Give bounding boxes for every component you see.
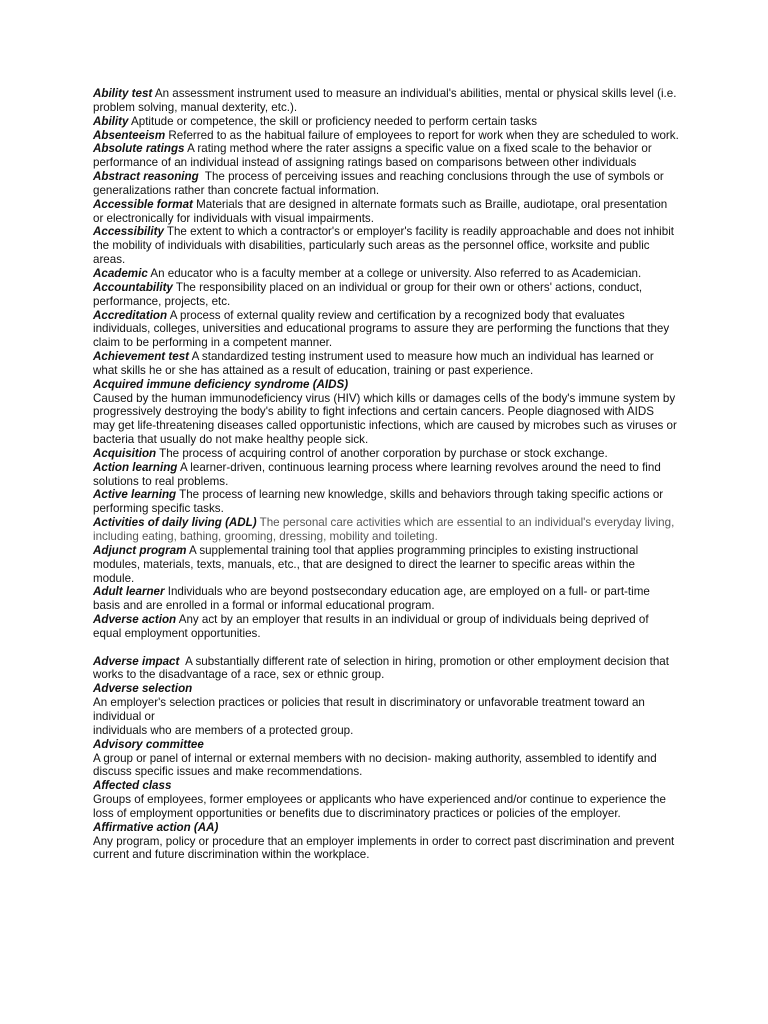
glossary-term: Accessibility (93, 225, 164, 239)
glossary-definition: The process of learning new knowledge, skills and behaviors through taking specific actions or performing specific tasks. (93, 488, 664, 516)
glossary-entry (93, 87, 679, 115)
glossary-entry (93, 738, 679, 752)
glossary-definition: A standardized testing instrument used to measure how much an individual has learned or what skills he or she has attained as a result of education, training or past experience. (93, 350, 654, 377)
glossary-definition: The extent to which a contractor's or employer's facility is readily approachable and does not inhibit the mobility of individuals with disabilities, particularly such areas as the personnel office, worksite and public areas. (93, 225, 674, 267)
glossary-term: Affirmative action (AA) (93, 820, 219, 834)
glossary-entry (93, 170, 679, 198)
glossary-entry (93, 447, 679, 461)
glossary-entry (93, 585, 679, 613)
glossary-term: Adult learner (93, 585, 165, 599)
glossary-definition: Individuals who are beyond postsecondary education age, are employed on a full- or part-time basis and are enrolled in a formal or informal educational program. (93, 585, 650, 613)
glossary-term: Accessible format (93, 197, 193, 211)
glossary-definition: An educator who is a faculty member at a college or university. Also referred to as Academician. (150, 266, 642, 280)
glossary-definition: individuals who are members of a protected group. (93, 723, 354, 737)
glossary-term: Academic (93, 266, 148, 280)
glossary-definition: The process of perceiving issues and reaching conclusions through the use of symbols or generalizations rather than concrete factual information. (93, 170, 664, 197)
glossary-entry (93, 655, 679, 683)
glossary-entry (93, 544, 679, 586)
glossary-entry (93, 198, 679, 226)
glossary-term: Acquisition (93, 446, 157, 460)
glossary-entry (93, 281, 679, 309)
glossary-term: Active learning (93, 488, 177, 502)
glossary-entry (93, 461, 679, 489)
glossary-term: Adverse selection (93, 682, 193, 696)
glossary-term: Adjunct program (93, 543, 187, 557)
glossary-definition: A process of external quality review and certification by a recognized body that evaluates individuals, colleges, universities and educational programs to assure they are performing the functions that they claim to be performing in a competent manner. (93, 308, 670, 350)
glossary-definition: A group or panel of internal or external members with no decision- making authority, assembled to identify and discuss specific issues and make recommendations. (93, 751, 657, 779)
glossary-definition: A learner-driven, continuous learning process where learning revolves around the need to find solutions to real problems. (93, 460, 661, 488)
glossary-definition: Groups of employees, former employees or applicants who have experienced and/or continue to experience the loss of employment opportunities or benefits due to discriminatory practices or policies of the employer. (93, 793, 666, 820)
glossary-document (93, 87, 679, 862)
glossary-entry (93, 350, 679, 378)
glossary-term: Ability (93, 114, 129, 128)
glossary-entry (93, 488, 679, 516)
glossary-entry (93, 378, 679, 392)
glossary-entry (93, 779, 679, 793)
glossary-entry (93, 225, 679, 267)
glossary-entry (93, 309, 679, 351)
glossary-definition: The personal care activities which are essential to an individual's everyday living, including eating, bathing, grooming, dressing, mobility and toileting. (93, 516, 675, 543)
glossary-entry (93, 267, 679, 281)
glossary-term: Adverse action (93, 613, 177, 627)
glossary-term: Abstract reasoning (93, 170, 199, 184)
glossary-term: Absenteeism (93, 128, 166, 142)
glossary-definition: A rating method where the rater assigns a specific value on a fixed scale to the behavior or performance of an individual instead of assigning ratings based on comparisons between other individuals (93, 142, 652, 170)
glossary-entry (93, 129, 679, 143)
glossary-entry (93, 613, 679, 641)
glossary-term: Advisory committee (93, 737, 204, 751)
glossary-definition: Caused by the human immunodeficiency virus (HIV) which kills or damages cells of the body's immune system by progressively destroying the body's ability to fight infections and certain cancers. People diagnosed with AIDS may get life-threatening diseases called opportunistic infections, which are caused by microbes such as viruses or bacteria that usually do not make healthy people sick. (93, 391, 677, 447)
glossary-term: Action learning (93, 460, 178, 474)
glossary-entry (93, 142, 679, 170)
glossary-entry (93, 821, 679, 835)
glossary-entry (93, 516, 679, 544)
glossary-definition: Referred to as the habitual failure of employees to report for work when they are scheduled to work. (168, 128, 679, 142)
glossary-term: Ability test (93, 87, 153, 100)
glossary-term: Absolute ratings (93, 142, 185, 156)
glossary-term: Adverse impact (93, 654, 180, 668)
glossary-term: Achievement test (93, 350, 190, 364)
glossary-term: Accountability (93, 280, 173, 294)
blank-line (93, 641, 679, 655)
glossary-term: Acquired immune deficiency syndrome (AIDS) (93, 377, 349, 391)
glossary-definition: An employer's selection practices or policies that result in discriminatory or unfavorable treatment toward an individual or (93, 696, 645, 723)
glossary-term: Accreditation (93, 308, 168, 322)
glossary-definition: A supplemental training tool that applies programming principles to existing instructional modules, materials, texts, manuals, etc., that are designed to direct the learner to specific areas within the module. (93, 543, 639, 585)
glossary-entry (93, 115, 679, 129)
glossary-definition: Any program, policy or procedure that an employer implements in order to correct past discrimination and prevent current and future discrimination within the workplace. (93, 834, 675, 862)
glossary-entry (93, 682, 679, 696)
glossary-definition: The process of acquiring control of another corporation by purchase or stock exchange. (159, 446, 608, 460)
glossary-definition: The responsibility placed on an individual or group for their own or others' actions, conduct, performance, projects, etc. (93, 280, 643, 308)
glossary-definition: An assessment instrument used to measure an individual's abilities, mental or physical skills level (i.e. problem solving, manual dexterity, etc.). (93, 87, 677, 114)
glossary-definition: Aptitude or competence, the skill or proficiency needed to perform certain tasks (131, 114, 538, 128)
glossary-definition: Materials that are designed in alternate formats such as Braille, audiotape, oral presentation or electronically for individuals with visual impairments. (93, 197, 668, 225)
glossary-definition: A substantially different rate of selection in hiring, promotion or other employment decision that works to the disadvantage of a race, sex or ethnic group. (93, 654, 669, 682)
glossary-term: Affected class (93, 779, 172, 793)
glossary-term: Activities of daily living (ADL) (93, 516, 257, 530)
glossary-definition: Any act by an employer that results in an individual or group of individuals being deprived of equal employment opportunities. (93, 613, 649, 640)
